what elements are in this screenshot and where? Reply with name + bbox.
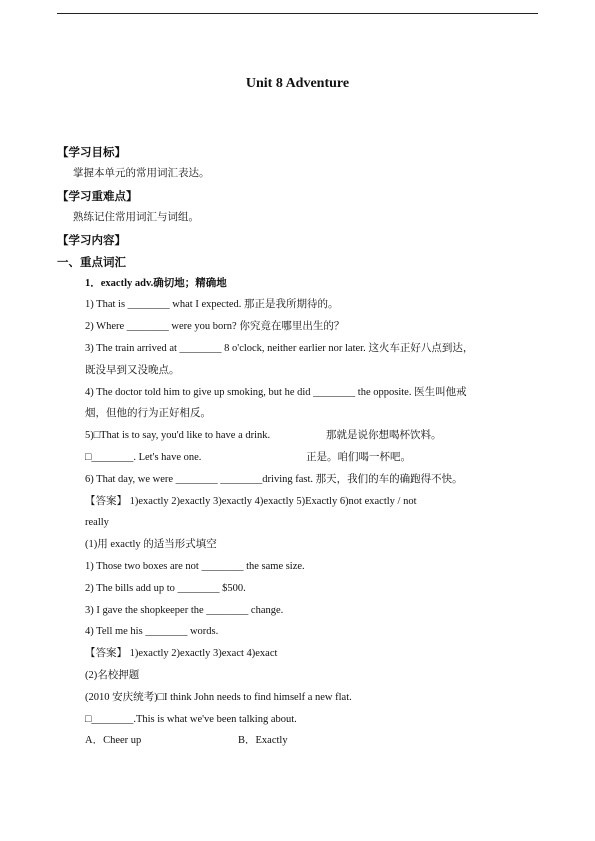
section-heading: 一、重点词汇 <box>57 254 126 269</box>
example-3: 3) The train arrived at ________ 8 o'clock, neither earlier nor later. 这火车正好八点到达， <box>85 342 474 354</box>
dialog-line-a <box>57 425 543 447</box>
example-2: 2) Where ________ were you born? 你究竟在哪里出生的？ <box>85 321 345 333</box>
practice-1-heading: (1)用 exactly 的适当形式填空 <box>85 539 217 551</box>
option-b: B．Exactly <box>238 735 288 747</box>
document-body <box>57 141 543 752</box>
header-rule <box>57 13 538 14</box>
word-heading: 1．exactly adv.确切地；精确地 <box>85 277 227 289</box>
practice-1-item-4: 4) Tell me his ________ words. <box>85 626 219 638</box>
practice-1-item-3: 3) I gave the shopkeeper the ________ change. <box>85 604 284 616</box>
practice-2-options <box>57 730 543 752</box>
key-points-heading: 【学习重难点】 <box>57 188 138 203</box>
example-3-cont: 既没早到又没晚点。 <box>85 364 180 376</box>
answer-1: 【答案】 1)exactly 2)exactly 3)exactly 4)exactly 5)Exactly 6)not exactly / not <box>85 495 417 507</box>
dialog-b-translation: 正是。咱们喝一杯吧。 <box>306 451 411 463</box>
practice-2-question: (2010 安庆统考)□I think John needs to find himself a new flat. <box>85 691 352 703</box>
option-a: A．Cheer up <box>85 735 142 747</box>
dialog-a-text: 5)□That is to say, you'd like to have a drink. <box>85 430 271 442</box>
answer-1-cont: really <box>85 517 109 529</box>
objectives-heading: 【学习目标】 <box>57 145 126 159</box>
dialog-line-b <box>57 447 543 469</box>
example-1: 1) That is ________ what I expected. 那正是我所期待的。 <box>85 299 339 311</box>
dialog-b-text: □________. Let's have one. <box>85 451 202 463</box>
page-title: Unit 8 Adventure <box>245 76 350 91</box>
example-4: 4) The doctor told him to give up smoking, but he did ________ the opposite. 医生叫他戒 <box>85 386 467 398</box>
example-4-cont: 烟，但他的行为正好相反。 <box>85 408 211 420</box>
practice-1-item-1: 1) Those two boxes are not ________ the same size. <box>85 560 305 572</box>
practice-2-blank: □________.This is what we've been talking about. <box>85 713 297 725</box>
practice-2-heading: (2)名校押题 <box>85 669 140 681</box>
content-heading: 【学习内容】 <box>57 232 126 247</box>
objectives-text: 掌握本单元的常用词汇表达。 <box>73 168 210 179</box>
key-points-text: 熟练记住常用词汇与词组。 <box>73 211 199 223</box>
example-6: 6) That day, we were ________ ________driving fast. 那天，我们的车的确跑得不快。 <box>85 473 463 485</box>
practice-1-item-2: 2) The bills add up to ________ $500. <box>85 582 246 594</box>
answer-2: 【答案】 1)exactly 2)exactly 3)exact 4)exact <box>85 648 278 660</box>
dialog-a-translation: 那就是说你想喝杯饮料。 <box>326 430 442 442</box>
